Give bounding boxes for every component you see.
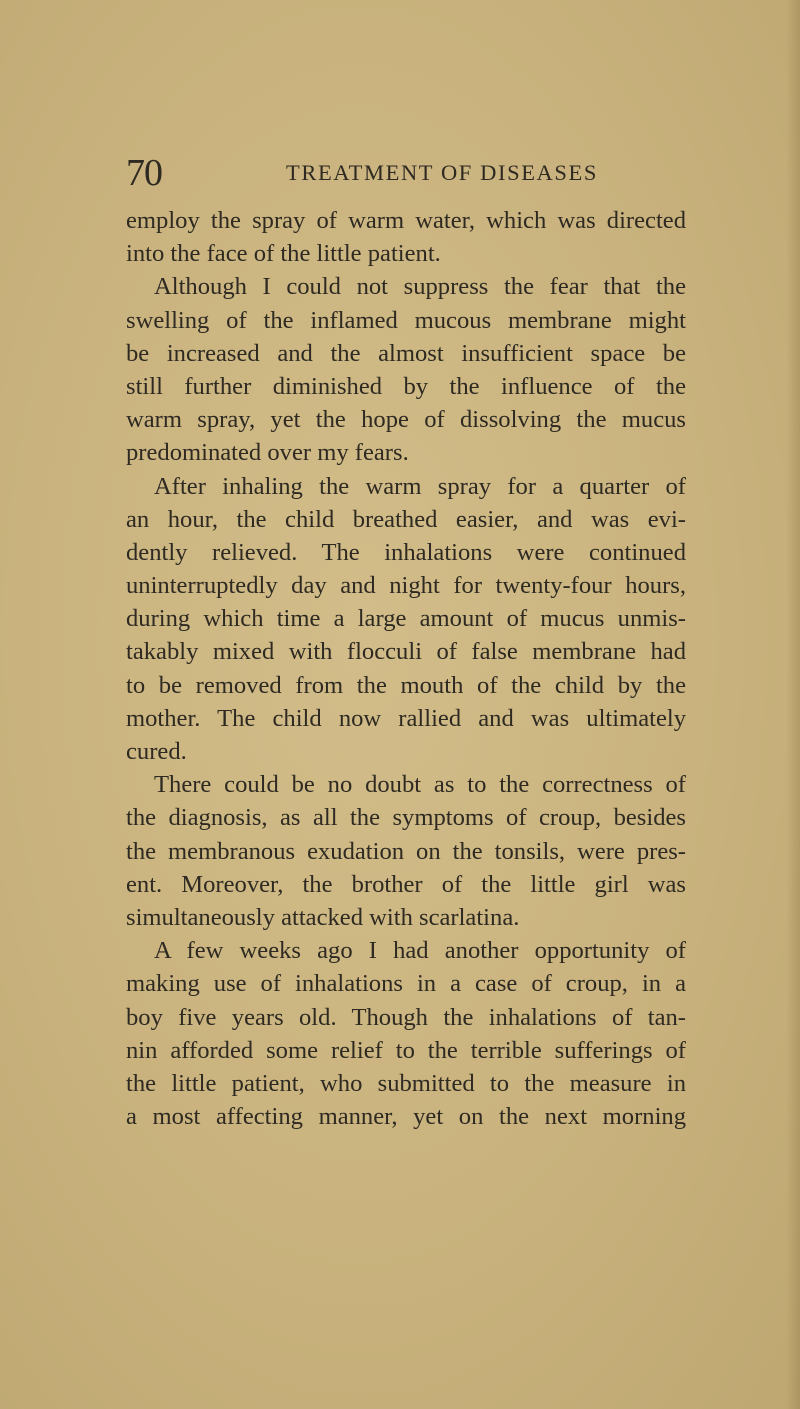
page-edge-shadow bbox=[786, 0, 800, 1409]
text-line: cured. bbox=[126, 738, 187, 765]
text-line: mother. The child now rallied and was ultimately bbox=[126, 704, 686, 732]
text-line: dently relieved. The inhalations were continued bbox=[126, 538, 686, 566]
text-line: boy five years old. Though the inhalations of tan- bbox=[126, 1003, 686, 1031]
text-line: nin afforded some relief to the terrible sufferings of bbox=[126, 1036, 686, 1064]
text-line: a most affecting manner, yet on the next morning bbox=[126, 1103, 686, 1131]
text-line: an hour, the child breathed easier, and was evi- bbox=[126, 505, 686, 533]
text-line: making use of inhalations in a case of croup, in a bbox=[126, 970, 686, 998]
page-header bbox=[126, 150, 686, 196]
text-line: simultaneously attacked with scarlatina. bbox=[126, 903, 520, 931]
text-line: There could be no doubt as to the correctness of bbox=[154, 771, 686, 799]
body-text bbox=[126, 204, 686, 1133]
text-line: Although I could not suppress the fear that the bbox=[154, 273, 686, 301]
running-title: TREATMENT OF DISEASES bbox=[286, 160, 598, 185]
text-line: employ the spray of warm water, which was directed bbox=[126, 207, 686, 234]
text-line: After inhaling the warm spray for a quarter of bbox=[154, 472, 686, 500]
text-line: A few weeks ago I had another opportunity of bbox=[154, 937, 686, 965]
text-line: be increased and the almost insufficient space be bbox=[126, 339, 686, 367]
text-line: takably mixed with flocculi of false membrane had bbox=[126, 638, 686, 666]
text-line: during which time a large amount of mucus unmis- bbox=[126, 605, 686, 633]
text-line: to be removed from the mouth of the child by the bbox=[126, 671, 686, 699]
text-line: into the face of the little patient. bbox=[126, 240, 441, 268]
text-line: predominated over my fears. bbox=[126, 439, 409, 467]
text-line: the little patient, who submitted to the measure in bbox=[126, 1069, 686, 1097]
page-number: 70 bbox=[126, 152, 162, 194]
text-line: uninterruptedly day and night for twenty-four hours, bbox=[126, 572, 686, 600]
text-line: warm spray, yet the hope of dissolving the mucus bbox=[126, 406, 686, 434]
text-line: the membranous exudation on the tonsils, were pres- bbox=[126, 837, 686, 865]
text-line: swelling of the inflamed mucous membrane might bbox=[126, 306, 686, 334]
text-line: the diagnosis, as all the symptoms of croup, besides bbox=[126, 804, 686, 832]
text-line: still further diminished by the influence of the bbox=[126, 372, 686, 400]
text-line: ent. Moreover, the brother of the little girl was bbox=[126, 870, 686, 898]
